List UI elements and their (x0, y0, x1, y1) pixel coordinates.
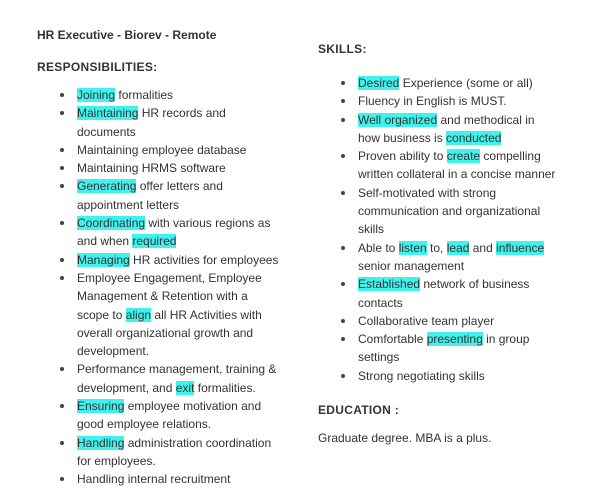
list-item (318, 367, 558, 385)
education-text: Graduate degree. MBA is a plus. (318, 431, 492, 446)
text: Maintaining employee database (77, 142, 247, 157)
highlighted-text: lead (446, 240, 470, 255)
text: formalities (115, 88, 174, 102)
text: Performance management, training & development, and (77, 362, 277, 395)
list-item (37, 470, 282, 488)
text: and methodical in how business is (358, 112, 535, 145)
text: in group settings (358, 332, 530, 365)
list-item (37, 214, 282, 251)
right-column (318, 42, 578, 447)
list-item (37, 360, 282, 397)
text: HR records and documents (77, 106, 226, 139)
text: offer letters and appointment letters (77, 179, 223, 212)
list-item (37, 177, 282, 214)
highlighted-text: Managing (77, 252, 130, 267)
job-title: HR Executive - Biorev - Remote (37, 28, 217, 42)
list-item (318, 111, 558, 148)
list-item (37, 397, 282, 434)
text: Proven ability to (358, 149, 447, 164)
text: administration coordination for employees. (77, 435, 272, 468)
text: all HR Activities with overall organizational growth and development. (77, 307, 262, 359)
highlighted-text: Generating (77, 179, 137, 194)
text: Handling internal recruitment (77, 472, 231, 487)
text: to, (426, 240, 447, 255)
highlighted-text: Coordinating (77, 216, 146, 231)
highlighted-text: listen (398, 240, 427, 255)
list-item (318, 147, 558, 184)
highlighted-text: required (132, 234, 177, 249)
highlighted-text: align (125, 307, 152, 322)
skills-heading: SKILLS: (318, 42, 367, 56)
education-heading: EDUCATION : (318, 403, 400, 418)
text: Employee Engagement, Employee Management & Retention with a scope to (77, 270, 262, 322)
text: employee motivation and good employee relations. (77, 399, 262, 432)
list-item (37, 141, 282, 159)
highlighted-text: exit (175, 380, 195, 395)
highlighted-text: Established (358, 277, 421, 292)
highlighted-text: Maintaining (77, 106, 139, 121)
list-item (37, 251, 282, 269)
text: Able to (358, 240, 399, 255)
text: Self-motivated with strong communication and organizational skills (358, 185, 541, 237)
list-item (318, 312, 558, 330)
text: Strong negotiating skills (358, 368, 485, 383)
text: Experience (some or all) (399, 76, 533, 90)
left-column (37, 28, 297, 489)
list-item (318, 92, 558, 110)
text: Fluency in English is MUST. (358, 94, 507, 109)
text: senior management (358, 258, 465, 273)
text: compelling written collateral in a concise manner (358, 149, 556, 182)
highlighted-text: create (446, 149, 481, 164)
list-item (318, 330, 558, 367)
list-item (318, 275, 558, 312)
list-item (318, 184, 558, 239)
text: Maintaining HRMS software (77, 161, 226, 176)
text: with various regions as and when (77, 216, 271, 249)
list-item (37, 434, 282, 471)
responsibilities-list (37, 86, 297, 489)
text: network of business contacts (358, 277, 530, 310)
highlighted-text: Desired (358, 76, 400, 90)
text: Comfortable (358, 332, 427, 347)
list-item (318, 74, 558, 92)
highlighted-text: presenting (426, 332, 483, 347)
list-item (37, 104, 282, 141)
text: formalities. (194, 380, 256, 395)
highlighted-text: influence (496, 240, 545, 255)
highlighted-text: Well organized (358, 112, 438, 127)
text: and (469, 240, 497, 255)
list-item (318, 239, 558, 276)
highlighted-text: Joining (77, 88, 116, 102)
text: HR activities for employees (129, 252, 279, 267)
text: Collaborative team player (358, 313, 495, 328)
highlighted-text: Handling (77, 435, 125, 450)
skills-list (318, 74, 578, 385)
list-item (37, 269, 282, 360)
list-item (37, 86, 282, 104)
responsibilities-heading: RESPONSIBILITIES: (37, 60, 158, 74)
highlighted-text: conducted (446, 130, 502, 145)
highlighted-text: Ensuring (77, 399, 125, 414)
list-item (37, 159, 282, 177)
